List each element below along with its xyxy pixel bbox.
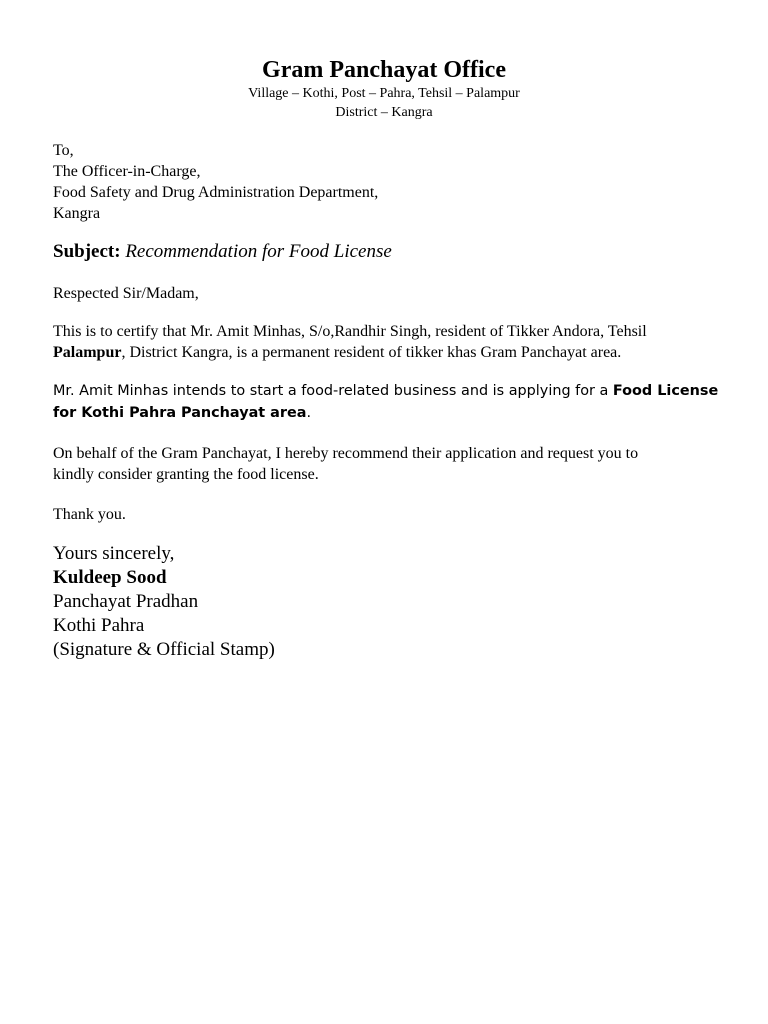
recipient-to: To, bbox=[53, 142, 74, 159]
closing-block bbox=[53, 542, 733, 662]
paragraph-1-bold: Palampur bbox=[53, 344, 122, 361]
recipient-line-1: The Officer-in-Charge, bbox=[53, 163, 201, 180]
subject-line bbox=[53, 240, 733, 264]
sign-off: Yours sincerely, bbox=[53, 543, 175, 564]
address-line-1: Village – Kothi, Post – Pahra, Tehsil – Palampur bbox=[248, 86, 520, 101]
address-line-2: District – Kangra bbox=[335, 105, 433, 120]
salutation: Respected Sir/Madam, bbox=[53, 285, 199, 302]
letterhead bbox=[0, 56, 768, 122]
paragraph-2-bold-2: for Kothi Pahra Panchayat area bbox=[53, 405, 307, 421]
recipient-line-3: Kangra bbox=[53, 205, 101, 222]
recipient-block bbox=[53, 140, 733, 224]
paragraph-1-text-2: , District Kangra, is a permanent resident of tikker khas Gram Panchayat area. bbox=[121, 344, 622, 361]
signatory-name: Kuldeep Sood bbox=[53, 567, 167, 588]
paragraph-2-bold-1: Food License bbox=[612, 383, 719, 399]
subject-text: Recommendation for Food License bbox=[125, 241, 392, 262]
signatory-designation: Panchayat Pradhan bbox=[53, 591, 199, 612]
thanks-line: Thank you. bbox=[53, 506, 126, 523]
paragraph-2-end: . bbox=[306, 405, 312, 421]
recipient-line-2: Food Safety and Drug Administration Department, bbox=[53, 184, 379, 201]
paragraph-2 bbox=[53, 380, 733, 424]
office-title: Gram Panchayat Office bbox=[262, 57, 506, 83]
paragraph-3 bbox=[53, 443, 733, 485]
paragraph-1-text: This is to certify that Mr. Amit Minhas, S/o,Randhir Singh, resident of Tikker Andora, Tehsil bbox=[53, 323, 647, 340]
signatory-place: Kothi Pahra bbox=[53, 615, 145, 636]
paragraph-2-text: Mr. Amit Minhas intends to start a food-related business and is applying for a bbox=[53, 383, 613, 399]
paragraph-3-line-2: kindly consider granting the food license. bbox=[53, 466, 319, 483]
subject-label: Subject: bbox=[53, 241, 121, 262]
paragraph-1 bbox=[53, 321, 733, 363]
signature-note: (Signature & Official Stamp) bbox=[53, 639, 275, 660]
paragraph-3-line-1: On behalf of the Gram Panchayat, I hereby recommend their application and request you to bbox=[53, 445, 639, 462]
